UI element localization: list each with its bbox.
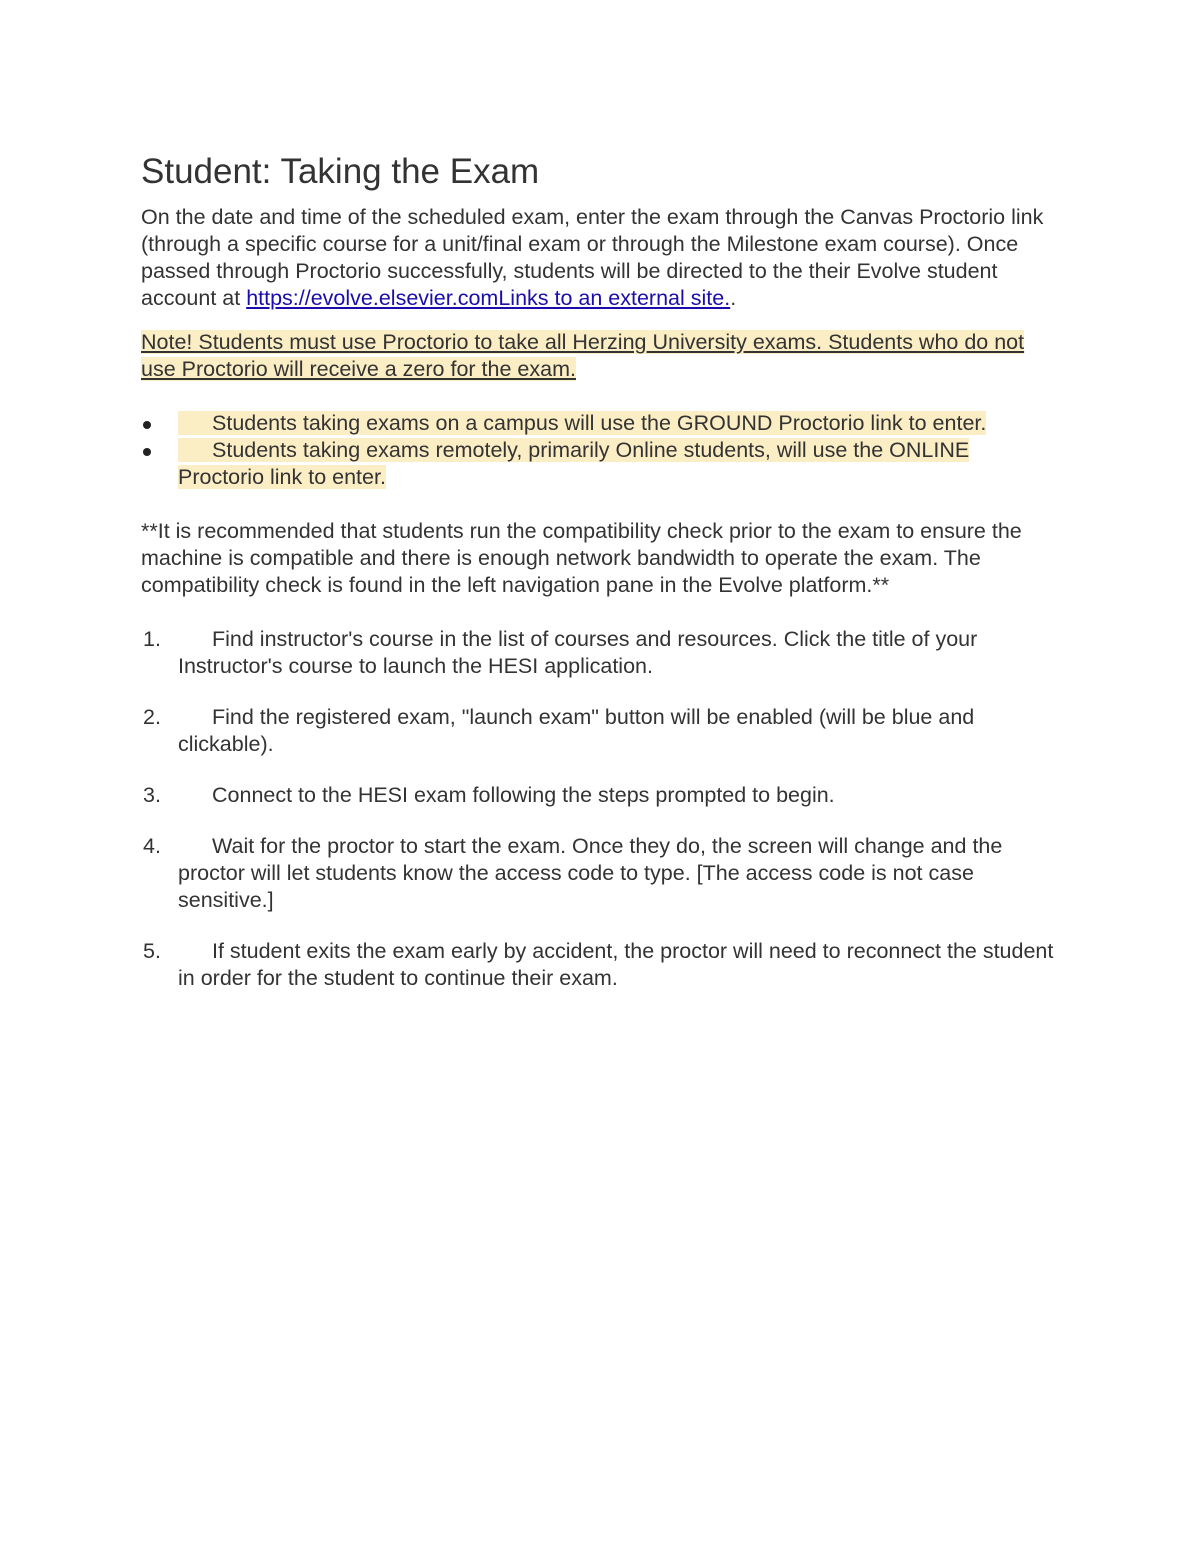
note-paragraph [141, 329, 1061, 383]
intro-text: On the date and time of the scheduled exam, enter the exam through the Canvas Proctorio link (through a specific course for a unit/final exam or through the Milestone exam course). Once passed through Proctorio successfully, students will be directed to the their Evolve student account at [141, 205, 1044, 310]
step-text: Wait for the proctor to start the exam. Once they do, the screen will change and the proctor will let students know the access code to type. [The access code is not case sensitive.] [178, 834, 1003, 912]
list-item [141, 437, 1061, 491]
bullet-text: Students taking exams on a campus will use the GROUND Proctorio link to enter. [178, 411, 986, 435]
list-item [141, 626, 1061, 680]
document-page [141, 150, 1061, 1016]
step-text: Find the registered exam, "launch exam" button will be enabled (will be blue and clickable). [178, 705, 975, 756]
step-number: 5. [143, 939, 161, 963]
list-item [141, 410, 1061, 437]
step-number: 4. [143, 834, 161, 858]
list-item [141, 704, 1061, 758]
note-text: Note! Students must use Proctorio to take all Herzing University exams. Students who do not use Proctorio will receive a zero for the exam. [141, 330, 1025, 381]
step-number: 1. [143, 627, 161, 651]
bullet-text: Students taking exams remotely, primarily Online students, will use the ONLINE Proctorio link to enter. [178, 438, 970, 489]
bullet-list [141, 410, 1061, 491]
list-item [141, 938, 1061, 992]
bullet-icon [143, 448, 151, 456]
steps-list [141, 626, 1061, 992]
step-number: 2. [143, 705, 161, 729]
bullet-icon [143, 421, 151, 429]
list-item [141, 833, 1061, 914]
step-text: Connect to the HESI exam following the steps prompted to begin. [212, 783, 835, 807]
intro-paragraph [141, 204, 1061, 312]
list-item [141, 782, 1061, 809]
step-text: If student exits the exam early by accident, the proctor will need to reconnect the student in order for the student to continue their exam. [178, 939, 1054, 990]
page-title: Student: Taking the Exam [141, 152, 540, 191]
step-number: 3. [143, 783, 161, 807]
intro-end: . [730, 286, 737, 310]
recommendation-paragraph: **It is recommended that students run the compatibility check prior to the exam to ensure the machine is compatible and there is enough network bandwidth to operate the exam. The compatibility check is found in the left navigation pane in the Evolve platform.** [141, 519, 1022, 597]
evolve-link[interactable]: https://evolve.elsevier.comLinks to an external site. [246, 286, 731, 310]
step-text: Find instructor's course in the list of courses and resources. Click the title of your Instructor's course to launch the HESI application. [178, 627, 978, 678]
